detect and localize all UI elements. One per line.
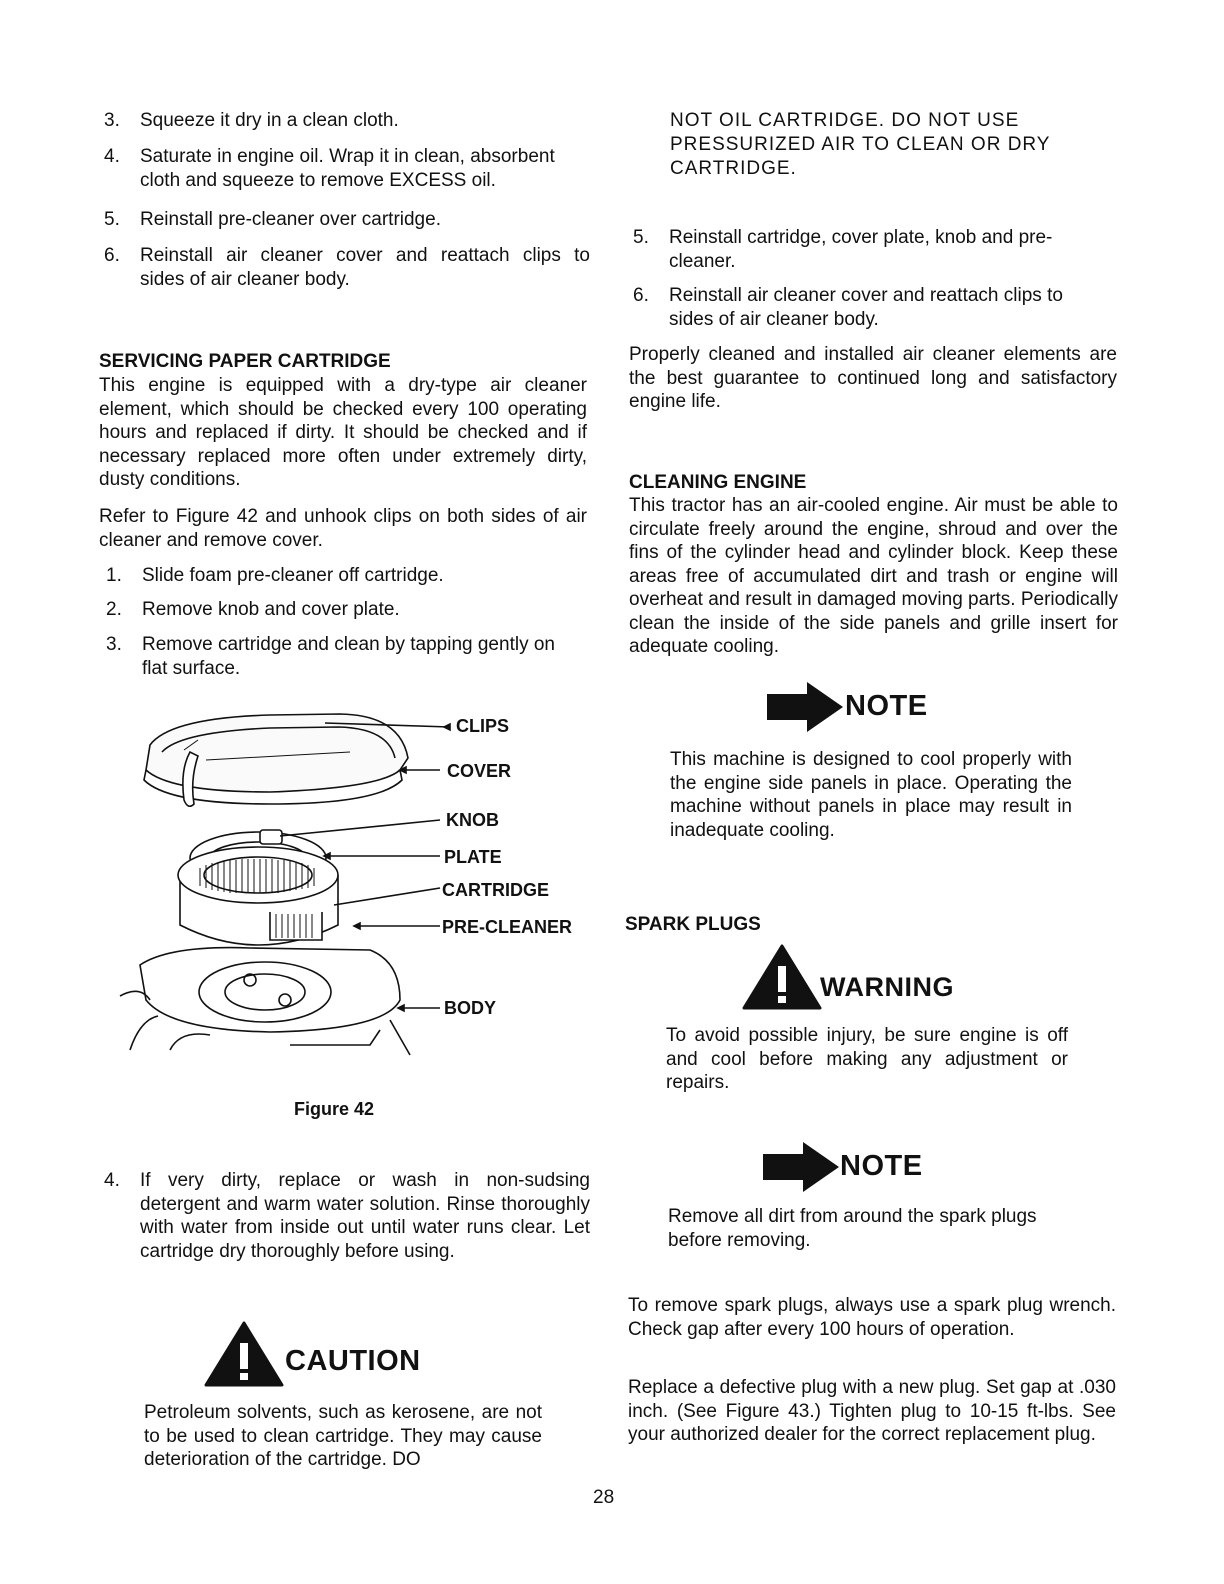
section-heading-cleaning: CLEANING ENGINE bbox=[629, 472, 807, 493]
warning-title: WARNING bbox=[820, 972, 954, 1002]
figure-caption: Figure 42 bbox=[294, 1099, 375, 1119]
label-cover: COVER bbox=[447, 761, 512, 781]
note-title: NOTE bbox=[845, 690, 928, 722]
caution-icon bbox=[204, 1321, 284, 1392]
caution-text: Petroleum solvents, such as kerosene, are not to be used to clean cartridge. They may cause deterioration of the cartridge. DO bbox=[144, 1402, 542, 1470]
label-plate: PLATE bbox=[444, 847, 502, 867]
label-body: BODY bbox=[444, 998, 497, 1018]
section-heading-servicing: SERVICING PAPER CARTRIDGE bbox=[99, 351, 391, 372]
caution-continued: NOT OIL CARTRIDGE. DO NOT USE PRESSURIZED AIR TO CLEAN OR DRY CARTRIDGE. bbox=[670, 110, 1051, 179]
warning-icon bbox=[742, 944, 822, 1015]
section-heading-spark-plugs: SPARK PLUGS bbox=[625, 914, 761, 935]
paragraph-replace: Replace a defective plug with a new plug. Set gap at .030 inch. (See Figure 43.) Tighten plug to 10-15 ft-lbs. See your authorized dealer for the correct replacement plug. bbox=[628, 1377, 1116, 1445]
paragraph-properly: Properly cleaned and installed air cleaner elements are the best guarantee to continued long and satisfactory engine life. bbox=[629, 344, 1117, 412]
figure-42-air-cleaner-diagram bbox=[110, 700, 590, 1070]
label-pre-cleaner: PRE-CLEANER bbox=[442, 917, 573, 937]
page-number: 28 bbox=[593, 1487, 615, 1508]
label-cartridge: CARTRIDGE bbox=[442, 880, 549, 900]
warning-text: To avoid possible injury, be sure engine is off and cool before making any adjustment or repairs. bbox=[666, 1025, 1068, 1093]
paragraph-cleaning: This tractor has an air-cooled engine. Air must be able to circulate freely around the engine, shroud and over the fins of the cylinder head and cylinder block. Keep these areas free of accumulated dirt and trash or engine will overheat and result in damaged moving parts. Periodically clean the inside of the side panels and grille insert for adequate cooling. bbox=[629, 495, 1118, 657]
paragraph-refer: Refer to Figure 42 and unhook clips on both sides of air cleaner and remove cover. bbox=[99, 506, 587, 551]
note-title: NOTE bbox=[840, 1150, 923, 1182]
label-knob: KNOB bbox=[446, 810, 499, 830]
paragraph-servicing: This engine is equipped with a dry-type air cleaner element, which should be checked every 100 operating hours and replaced if dirty. It should be checked and if necessary replaced more often under extremely dirty, dusty conditions. bbox=[99, 375, 587, 490]
note-text: This machine is designed to cool properly with the engine side panels in place. Operating the machine without panels in place may result in inadequate cooling. bbox=[670, 749, 1072, 841]
note-text: Remove all dirt from around the spark plugs before removing. bbox=[668, 1206, 1037, 1251]
paragraph-remove: To remove spark plugs, always use a spark plug wrench. Check gap after every 100 hours of operation. bbox=[628, 1295, 1116, 1340]
note-arrow-icon bbox=[767, 682, 845, 737]
caution-title: CAUTION bbox=[285, 1345, 421, 1377]
label-clips: CLIPS bbox=[456, 716, 510, 736]
note-arrow-icon bbox=[763, 1142, 841, 1197]
